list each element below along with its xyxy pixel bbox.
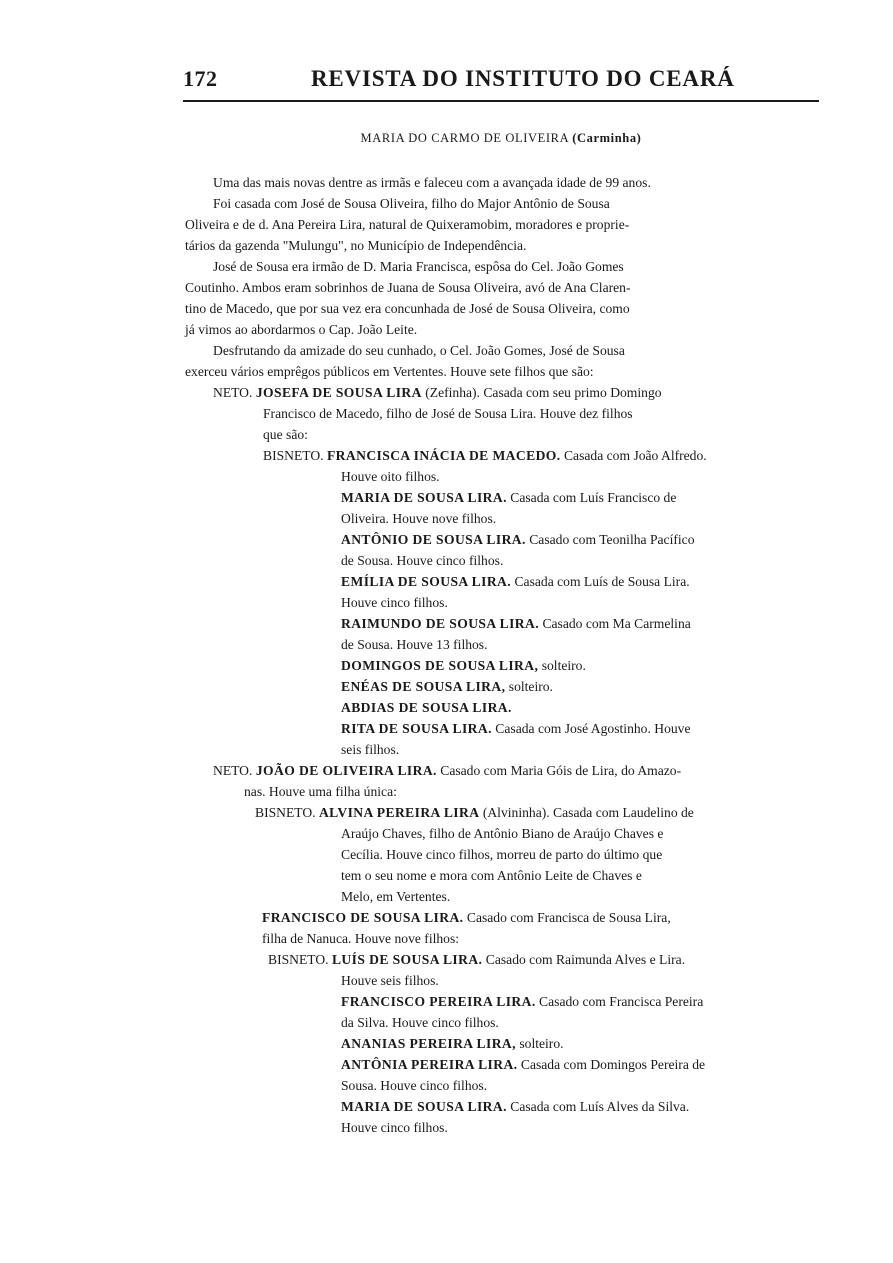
entry-text: Houve oito filhos.	[341, 469, 440, 484]
genealogy-entry	[341, 677, 553, 697]
entry-text: seis filhos.	[341, 742, 400, 757]
entry-text: Casada com Domingos Pereira de	[520, 1057, 706, 1072]
section-title	[183, 131, 819, 146]
entry-text: Francisco de Macedo, filho de José de Sousa Lira. Houve dez filhos	[263, 406, 633, 421]
entry-text: da Silva. Houve cinco filhos.	[341, 1015, 499, 1030]
entry-text: Casada com Luís Francisco de	[510, 490, 677, 505]
entry-text: de Sousa. Houve cinco filhos.	[341, 553, 504, 568]
entry-name: JOÃO DE OLIVEIRA LIRA.	[255, 763, 437, 778]
entry-text: tem o seu nome e mora com Antônio Leite de Chaves e	[341, 868, 642, 883]
genealogy-entry	[341, 1055, 705, 1075]
entry-name: MARIA DE SOUSA LIRA.	[341, 1099, 507, 1114]
entry-name: FRANCISCA INÁCIA DE MACEDO.	[326, 448, 561, 463]
section-title-name: MARIA DO CARMO DE OLIVEIRA	[360, 131, 569, 145]
entry-text: solteiro.	[508, 679, 553, 694]
entry-name: ANTÔNIO DE SOUSA LIRA.	[341, 532, 526, 547]
entry-name: ABDIAS DE SOUSA LIRA.	[341, 700, 512, 715]
entry-text: Casado com Ma Carmelina	[542, 616, 691, 631]
entry-name: RAIMUNDO DE SOUSA LIRA.	[341, 616, 540, 631]
page-number: 172	[183, 66, 218, 91]
entry-name: ANANIAS PEREIRA LIRA,	[341, 1036, 516, 1051]
entry-prefix: NETO.	[213, 763, 253, 778]
genealogy-entry	[213, 383, 662, 403]
genealogy-entry	[255, 803, 694, 823]
entry-text: filha de Nanuca. Houve nove filhos:	[262, 931, 460, 946]
entry-text: Casada com João Alfredo.	[563, 448, 707, 463]
genealogy-entry	[341, 488, 676, 508]
entry-name: ANTÔNIA PEREIRA LIRA.	[341, 1057, 518, 1072]
entry-name: ENÉAS DE SOUSA LIRA,	[341, 679, 506, 694]
entry-text: Melo, em Vertentes.	[341, 889, 451, 904]
entry-text: Casada com José Agostinho. Houve	[495, 721, 691, 736]
entry-name: DOMINGOS DE SOUSA LIRA,	[341, 658, 539, 673]
section-title-nickname: (Carminha)	[572, 131, 642, 145]
entry-text: Oliveira. Houve nove filhos.	[341, 511, 497, 526]
entry-text: Araújo Chaves, filho de Antônio Biano de Araújo Chaves e	[341, 826, 664, 841]
entry-prefix: BISNETO.	[263, 448, 324, 463]
genealogy-entry	[341, 656, 586, 676]
genealogy-entry	[262, 908, 671, 928]
genealogy-entry	[268, 950, 685, 970]
genealogy-entry	[341, 572, 690, 592]
entry-text: Houve cinco filhos.	[341, 1120, 448, 1135]
entry-name: RITA DE SOUSA LIRA.	[341, 721, 492, 736]
genealogy-entry	[341, 698, 512, 718]
entry-text: Casado com Francisca Pereira	[539, 994, 704, 1009]
entry-text: Cecília. Houve cinco filhos, morreu de parto do último que	[341, 847, 663, 862]
entry-text: Casada com Luís Alves da Silva.	[510, 1099, 690, 1114]
entry-text: (Zefinha). Casada com seu primo Domingo	[425, 385, 662, 400]
entry-prefix: NETO.	[213, 385, 253, 400]
paragraph-line: Uma das mais novas dentre as irmãs e faleceu com a avançada idade de 99 anos.	[213, 175, 651, 190]
paragraph-line: Desfrutando da amizade do seu cunhado, o Cel. João Gomes, José de Sousa	[213, 343, 625, 358]
paragraph-line: exerceu vários emprêgos públicos em Vertentes. Houve sete filhos que são:	[185, 364, 594, 379]
paragraph-line: Oliveira e de d. Ana Pereira Lira, natural de Quixeramobim, moradores e proprie-	[185, 217, 630, 232]
paragraph-line: tino de Macedo, que por sua vez era concunhada de José de Sousa Oliveira, como	[185, 301, 630, 316]
entry-text: que são:	[263, 427, 308, 442]
entry-text: Houve cinco filhos.	[341, 595, 448, 610]
paragraph-line: tários da gazenda "Mulungu", no Município de Independência.	[185, 238, 527, 253]
header-rule	[183, 100, 819, 102]
genealogy-entry	[341, 1034, 564, 1054]
entry-name: EMÍLIA DE SOUSA LIRA.	[341, 574, 512, 589]
entry-prefix: BISNETO.	[255, 805, 316, 820]
entry-name: LUÍS DE SOUSA LIRA.	[331, 952, 483, 967]
entry-text: Casado com Raimunda Alves e Lira.	[485, 952, 686, 967]
genealogy-entry	[341, 614, 691, 634]
entry-text: Casado com Francisca de Sousa Lira,	[466, 910, 671, 925]
paragraph-line: Foi casada com José de Sousa Oliveira, filho do Major Antônio de Sousa	[213, 196, 610, 211]
genealogy-entry	[213, 761, 681, 781]
paragraph-line: já vimos ao abordarmos o Cap. João Leite.	[185, 322, 418, 337]
entry-text: (Alvininha). Casada com Laudelino de	[482, 805, 694, 820]
entry-name: ALVINA PEREIRA LIRA	[318, 805, 480, 820]
entry-name: FRANCISCO DE SOUSA LIRA.	[262, 910, 464, 925]
entry-text: Houve seis filhos.	[341, 973, 439, 988]
genealogy-entry	[341, 992, 703, 1012]
entry-name: FRANCISCO PEREIRA LIRA.	[341, 994, 536, 1009]
paragraph-line: Coutinho. Ambos eram sobrinhos de Juana de Sousa Oliveira, avó de Ana Claren-	[185, 280, 631, 295]
entry-text: Casado com Teonilha Pacífico	[529, 532, 695, 547]
entry-text: Sousa. Houve cinco filhos.	[341, 1078, 488, 1093]
entry-text: Casada com Luís de Sousa Lira.	[514, 574, 690, 589]
genealogy-entry	[341, 530, 695, 550]
genealogy-entry	[341, 1097, 689, 1117]
entry-text: nas. Houve uma filha única:	[244, 784, 397, 799]
entry-text: solteiro.	[541, 658, 586, 673]
entry-name: MARIA DE SOUSA LIRA.	[341, 490, 507, 505]
entry-text: solteiro.	[519, 1036, 564, 1051]
entry-text: de Sousa. Houve 13 filhos.	[341, 637, 488, 652]
entry-prefix: BISNETO.	[268, 952, 329, 967]
entry-name: JOSEFA DE SOUSA LIRA	[255, 385, 422, 400]
page-header	[183, 66, 819, 106]
paragraph-line: José de Sousa era irmão de D. Maria Francisca, espôsa do Cel. João Gomes	[213, 259, 624, 274]
entry-text: Casado com Maria Góis de Lira, do Amazo-	[440, 763, 682, 778]
genealogy-entry	[341, 719, 691, 739]
genealogy-entry	[263, 446, 707, 466]
journal-title: REVISTA DO INSTITUTO DO CEARÁ	[311, 66, 735, 91]
